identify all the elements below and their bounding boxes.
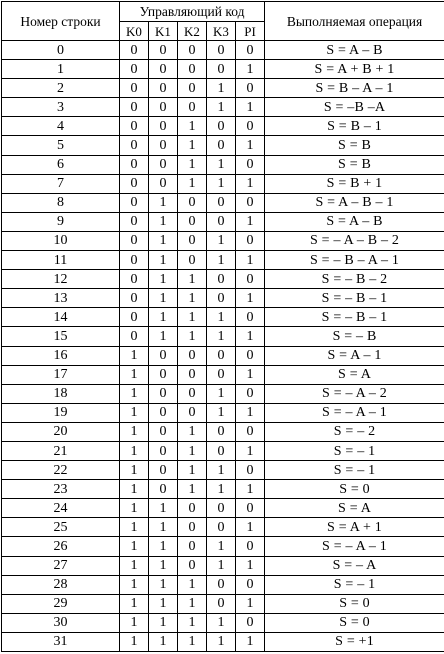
table-row	[2, 60, 444, 79]
code-bit-cell: 1	[120, 365, 149, 384]
code-bit-cell: 1	[149, 518, 178, 537]
code-bit-cell: 1	[120, 537, 149, 556]
table-row	[2, 231, 444, 250]
row-number-cell: 22	[2, 461, 120, 480]
code-bit-cell: 1	[149, 212, 178, 231]
code-bit-cell: 0	[120, 270, 149, 289]
code-bit-cell: 1	[178, 632, 207, 651]
operation-cell: S = –B –A	[265, 98, 444, 117]
code-bit-cell: 0	[178, 556, 207, 575]
code-bit-cell: 0	[149, 403, 178, 422]
row-number-cell: 30	[2, 613, 120, 632]
code-bit-cell: 0	[207, 193, 236, 212]
code-bit-cell: 0	[236, 193, 265, 212]
code-bit-cell: 0	[207, 212, 236, 231]
table-row	[2, 79, 444, 98]
code-bit-cell: 1	[207, 480, 236, 499]
code-bit-cell: 1	[120, 480, 149, 499]
table-row	[2, 441, 444, 460]
operation-cell: S = – A – 2	[265, 384, 444, 403]
code-bit-cell: 1	[178, 461, 207, 480]
code-bit-cell: 0	[236, 79, 265, 98]
code-bit-cell: 1	[207, 632, 236, 651]
code-bit-cell: 0	[236, 461, 265, 480]
table-row	[2, 212, 444, 231]
operation-cell: S = – 1	[265, 575, 444, 594]
code-bit-cell: 1	[120, 499, 149, 518]
code-bit-cell: 1	[178, 422, 207, 441]
row-number-cell: 10	[2, 231, 120, 250]
code-bit-cell: 0	[120, 174, 149, 193]
code-bit-cell: 0	[178, 384, 207, 403]
row-number-cell: 17	[2, 365, 120, 384]
row-number-cell: 3	[2, 98, 120, 117]
table-row	[2, 518, 444, 537]
table-row	[2, 499, 444, 518]
operation-cell: S = – 1	[265, 461, 444, 480]
row-number-cell: 14	[2, 308, 120, 327]
code-bit-cell: 1	[149, 270, 178, 289]
code-bit-cell: 0	[178, 98, 207, 117]
table-row	[2, 308, 444, 327]
code-bit-cell: 1	[236, 136, 265, 155]
code-bit-cell: 1	[207, 403, 236, 422]
code-bit-cell: 0	[178, 346, 207, 365]
code-bit-cell: 1	[120, 346, 149, 365]
k1-header: K1	[149, 22, 178, 41]
code-bit-cell: 0	[149, 174, 178, 193]
code-bit-cell: 1	[120, 613, 149, 632]
code-bit-cell: 1	[149, 499, 178, 518]
code-bit-cell: 0	[149, 79, 178, 98]
code-bit-cell: 0	[120, 41, 149, 60]
operation-cell: S = A – B	[265, 212, 444, 231]
code-bit-cell: 0	[178, 231, 207, 250]
table-row	[2, 41, 444, 60]
code-bit-cell: 1	[149, 537, 178, 556]
code-bit-cell: 0	[236, 155, 265, 174]
operation-header: Выполняемая операция	[265, 2, 444, 41]
code-bit-cell: 1	[207, 155, 236, 174]
code-bit-cell: 1	[149, 308, 178, 327]
table-row	[2, 155, 444, 174]
table-row	[2, 575, 444, 594]
operation-cell: S = A – 1	[265, 346, 444, 365]
code-bit-cell: 0	[236, 384, 265, 403]
code-bit-cell: 0	[207, 441, 236, 460]
code-bit-cell: 1	[149, 594, 178, 613]
operation-cell: S = A	[265, 365, 444, 384]
code-bit-cell: 1	[207, 79, 236, 98]
code-bit-cell: 1	[236, 60, 265, 79]
row-number-cell: 27	[2, 556, 120, 575]
code-bit-cell: 0	[149, 365, 178, 384]
row-number-cell: 21	[2, 441, 120, 460]
code-bit-cell: 1	[207, 231, 236, 250]
code-bit-cell: 0	[207, 499, 236, 518]
code-bit-cell: 1	[178, 155, 207, 174]
code-bit-cell: 1	[178, 270, 207, 289]
code-bit-cell: 1	[236, 632, 265, 651]
row-number-cell: 26	[2, 537, 120, 556]
code-bit-cell: 1	[207, 327, 236, 346]
code-bit-cell: 0	[120, 327, 149, 346]
code-bit-cell: 1	[236, 403, 265, 422]
code-bit-cell: 0	[149, 117, 178, 136]
code-bit-cell: 0	[149, 461, 178, 480]
control-code-header: Управляющий код	[120, 2, 265, 22]
code-bit-cell: 0	[120, 193, 149, 212]
operation-cell: S = 0	[265, 594, 444, 613]
code-bit-cell: 0	[120, 98, 149, 117]
k2-header: K2	[178, 22, 207, 41]
operation-cell: S = +1	[265, 632, 444, 651]
code-bit-cell: 0	[120, 117, 149, 136]
table-row	[2, 422, 444, 441]
table-row	[2, 289, 444, 308]
code-bit-cell: 1	[120, 594, 149, 613]
table-row	[2, 384, 444, 403]
operation-cell: S = – A	[265, 556, 444, 575]
code-bit-cell: 1	[120, 441, 149, 460]
code-bit-cell: 1	[207, 384, 236, 403]
code-bit-cell: 1	[120, 632, 149, 651]
code-bit-cell: 1	[178, 327, 207, 346]
table-row	[2, 461, 444, 480]
code-bit-cell: 0	[149, 480, 178, 499]
code-bit-cell: 1	[236, 556, 265, 575]
code-bit-cell: 1	[120, 575, 149, 594]
code-bit-cell: 1	[207, 308, 236, 327]
code-bit-cell: 0	[207, 575, 236, 594]
code-bit-cell: 0	[178, 79, 207, 98]
table-row	[2, 98, 444, 117]
code-bit-cell: 1	[236, 594, 265, 613]
table-row	[2, 117, 444, 136]
code-bit-cell: 1	[236, 480, 265, 499]
code-bit-cell: 0	[236, 346, 265, 365]
code-bit-cell: 1	[207, 537, 236, 556]
code-bit-cell: 0	[207, 518, 236, 537]
table-row	[2, 327, 444, 346]
code-bit-cell: 0	[236, 613, 265, 632]
row-number-header: Номер строки	[2, 2, 120, 41]
table-row	[2, 270, 444, 289]
code-bit-cell: 0	[207, 346, 236, 365]
code-bit-cell: 1	[178, 613, 207, 632]
table-row	[2, 251, 444, 270]
code-bit-cell: 1	[236, 212, 265, 231]
code-bit-cell: 0	[178, 193, 207, 212]
code-bit-cell: 0	[149, 60, 178, 79]
code-bit-cell: 0	[120, 60, 149, 79]
table-header	[2, 2, 444, 41]
code-bit-cell: 0	[236, 422, 265, 441]
code-bit-cell: 0	[178, 41, 207, 60]
code-bit-cell: 1	[149, 251, 178, 270]
table-row	[2, 365, 444, 384]
row-number-cell: 8	[2, 193, 120, 212]
k3-header: K3	[207, 22, 236, 41]
code-bit-cell: 1	[178, 136, 207, 155]
code-bit-cell: 0	[149, 155, 178, 174]
code-bit-cell: 0	[236, 575, 265, 594]
code-bit-cell: 0	[236, 499, 265, 518]
code-bit-cell: 0	[207, 136, 236, 155]
row-number-cell: 5	[2, 136, 120, 155]
code-bit-cell: 1	[149, 632, 178, 651]
row-number-cell: 6	[2, 155, 120, 174]
operation-cell: S = A	[265, 499, 444, 518]
operation-cell: S = B	[265, 136, 444, 155]
code-bit-cell: 0	[120, 212, 149, 231]
k0-header: K0	[120, 22, 149, 41]
row-number-cell: 1	[2, 60, 120, 79]
code-bit-cell: 1	[178, 174, 207, 193]
code-bit-cell: 1	[207, 174, 236, 193]
code-bit-cell: 1	[178, 480, 207, 499]
code-bit-cell: 0	[149, 98, 178, 117]
code-bit-cell: 1	[236, 98, 265, 117]
code-bit-cell: 0	[207, 270, 236, 289]
row-number-cell: 23	[2, 480, 120, 499]
code-bit-cell: 0	[149, 384, 178, 403]
operation-cell: S = – B – 1	[265, 289, 444, 308]
code-bit-cell: 1	[149, 193, 178, 212]
code-bit-cell: 0	[149, 422, 178, 441]
operation-cell: S = 0	[265, 613, 444, 632]
row-number-cell: 18	[2, 384, 120, 403]
table-row	[2, 594, 444, 613]
row-number-cell: 11	[2, 251, 120, 270]
operation-cell: S = A – B – 1	[265, 193, 444, 212]
code-bit-cell: 0	[120, 79, 149, 98]
code-bit-cell: 1	[149, 613, 178, 632]
code-bit-cell: 0	[207, 365, 236, 384]
operation-cell: S = – A – 1	[265, 537, 444, 556]
operation-cell: S = – A – 1	[265, 403, 444, 422]
row-number-cell: 15	[2, 327, 120, 346]
code-bit-cell: 1	[207, 461, 236, 480]
code-bit-cell: 1	[178, 117, 207, 136]
code-bit-cell: 1	[120, 403, 149, 422]
code-bit-cell: 0	[178, 537, 207, 556]
code-bit-cell: 0	[236, 41, 265, 60]
code-bit-cell: 0	[236, 270, 265, 289]
code-bit-cell: 0	[207, 117, 236, 136]
code-bit-cell: 1	[207, 251, 236, 270]
operation-cell: S = B	[265, 155, 444, 174]
code-bit-cell: 0	[178, 365, 207, 384]
table-row	[2, 480, 444, 499]
code-bit-cell: 0	[120, 136, 149, 155]
operation-cell: S = – 1	[265, 441, 444, 460]
row-number-cell: 13	[2, 289, 120, 308]
table-row	[2, 174, 444, 193]
code-bit-cell: 0	[120, 289, 149, 308]
operation-cell: S = B – A – 1	[265, 79, 444, 98]
row-number-cell: 31	[2, 632, 120, 651]
code-bit-cell: 0	[120, 308, 149, 327]
operation-cell: S = – B	[265, 327, 444, 346]
code-bit-cell: 0	[236, 537, 265, 556]
code-bit-cell: 1	[120, 422, 149, 441]
code-bit-cell: 0	[120, 251, 149, 270]
operation-cell: S = – 2	[265, 422, 444, 441]
operation-cell: S = – B – A – 1	[265, 251, 444, 270]
table-row	[2, 136, 444, 155]
row-number-cell: 16	[2, 346, 120, 365]
row-number-cell: 29	[2, 594, 120, 613]
code-bit-cell: 0	[236, 308, 265, 327]
code-bit-cell: 0	[178, 251, 207, 270]
code-bit-cell: 0	[236, 117, 265, 136]
code-bit-cell: 0	[207, 594, 236, 613]
table-row	[2, 346, 444, 365]
operation-cell: S = A + B + 1	[265, 60, 444, 79]
code-bit-cell: 1	[149, 556, 178, 575]
table-row	[2, 193, 444, 212]
code-bit-cell: 1	[236, 327, 265, 346]
code-bit-cell: 1	[178, 289, 207, 308]
operation-cell: S = – A – B – 2	[265, 231, 444, 250]
code-bit-cell: 0	[178, 60, 207, 79]
code-bit-cell: 1	[120, 384, 149, 403]
row-number-cell: 19	[2, 403, 120, 422]
operation-cell: S = – B – 1	[265, 308, 444, 327]
code-bit-cell: 1	[178, 575, 207, 594]
code-bit-cell: 0	[178, 518, 207, 537]
table-row	[2, 632, 444, 651]
row-number-cell: 7	[2, 174, 120, 193]
code-bit-cell: 1	[207, 613, 236, 632]
table-row	[2, 613, 444, 632]
operation-cell: S = – B – 2	[265, 270, 444, 289]
row-number-cell: 9	[2, 212, 120, 231]
operation-cell: S = B – 1	[265, 117, 444, 136]
code-bit-cell: 1	[120, 556, 149, 575]
code-bit-cell: 1	[120, 518, 149, 537]
code-bit-cell: 1	[149, 231, 178, 250]
code-bit-cell: 0	[149, 136, 178, 155]
code-bit-cell: 1	[207, 556, 236, 575]
row-number-cell: 28	[2, 575, 120, 594]
code-bit-cell: 1	[178, 441, 207, 460]
row-number-cell: 12	[2, 270, 120, 289]
control-code-table	[1, 1, 444, 652]
code-bit-cell: 1	[149, 289, 178, 308]
code-bit-cell: 1	[120, 461, 149, 480]
code-bit-cell: 0	[149, 41, 178, 60]
code-bit-cell: 1	[207, 98, 236, 117]
operation-cell: S = 0	[265, 480, 444, 499]
code-bit-cell: 0	[149, 441, 178, 460]
code-bit-cell: 1	[236, 174, 265, 193]
row-number-cell: 2	[2, 79, 120, 98]
code-bit-cell: 0	[178, 212, 207, 231]
table-row	[2, 403, 444, 422]
code-bit-cell: 1	[236, 365, 265, 384]
operation-cell: S = A – B	[265, 41, 444, 60]
code-bit-cell: 0	[207, 41, 236, 60]
operation-cell: S = B + 1	[265, 174, 444, 193]
code-bit-cell: 0	[120, 231, 149, 250]
table-row	[2, 537, 444, 556]
code-bit-cell: 1	[149, 575, 178, 594]
code-bit-cell: 0	[178, 499, 207, 518]
row-number-cell: 4	[2, 117, 120, 136]
code-bit-cell: 0	[178, 403, 207, 422]
code-bit-cell: 0	[149, 346, 178, 365]
code-bit-cell: 1	[236, 251, 265, 270]
code-bit-cell: 1	[236, 441, 265, 460]
code-bit-cell: 0	[207, 422, 236, 441]
table-row	[2, 556, 444, 575]
operation-cell: S = A + 1	[265, 518, 444, 537]
table-body	[2, 41, 444, 652]
row-number-cell: 0	[2, 41, 120, 60]
row-number-cell: 20	[2, 422, 120, 441]
code-bit-cell: 0	[120, 155, 149, 174]
code-bit-cell: 1	[178, 594, 207, 613]
row-number-cell: 25	[2, 518, 120, 537]
code-bit-cell: 1	[149, 327, 178, 346]
code-bit-cell: 0	[207, 60, 236, 79]
code-bit-cell: 0	[207, 289, 236, 308]
code-bit-cell: 0	[236, 231, 265, 250]
row-number-cell: 24	[2, 499, 120, 518]
code-bit-cell: 1	[236, 289, 265, 308]
code-bit-cell: 1	[178, 308, 207, 327]
pi-header: PI	[236, 22, 265, 41]
code-bit-cell: 1	[236, 518, 265, 537]
